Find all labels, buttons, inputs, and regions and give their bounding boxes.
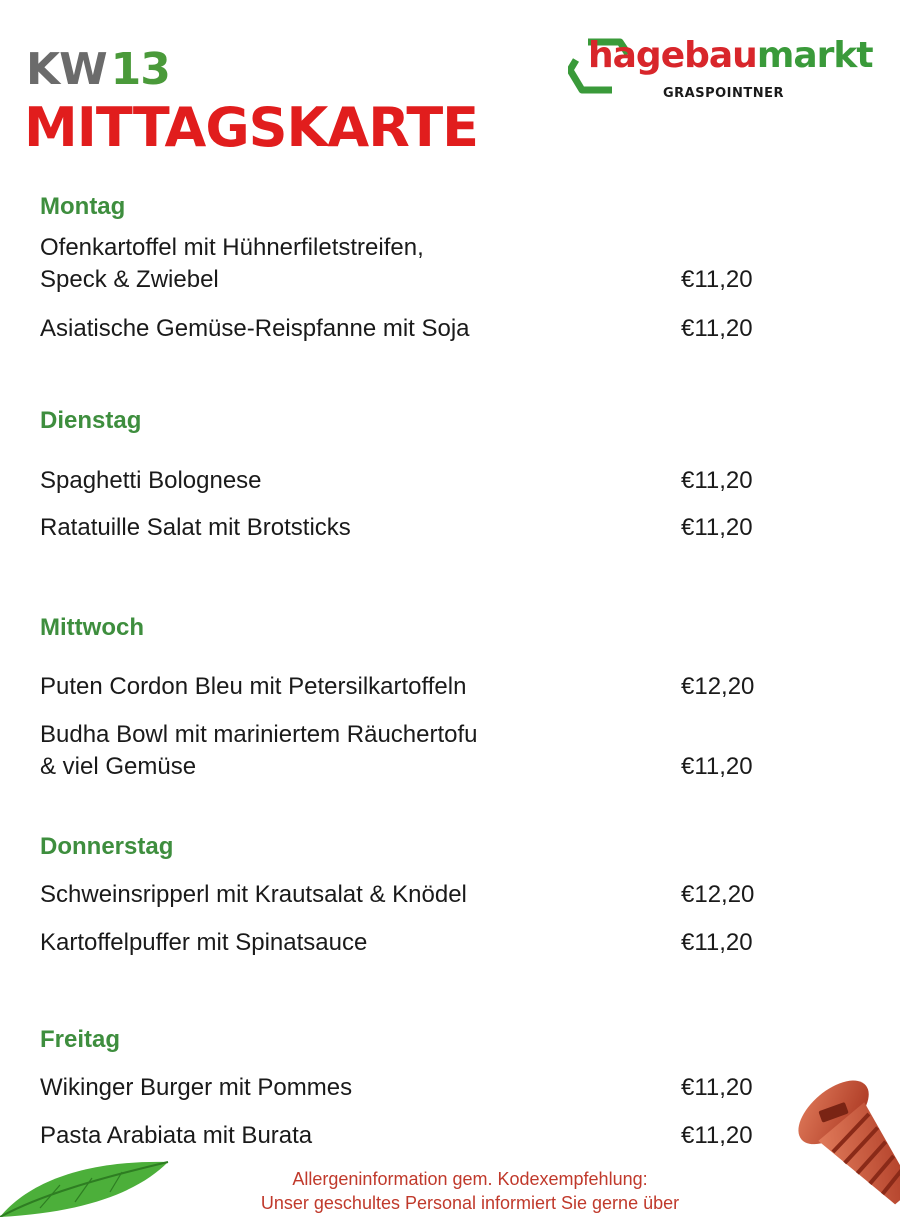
kw-text: KW <box>26 44 107 95</box>
dish-line: Pasta Arabiata mit Burata <box>40 1122 313 1149</box>
dish-dienstag-2 <box>40 512 640 544</box>
hagebaumarkt-logo <box>568 34 888 104</box>
dish-freitag-2 <box>40 1120 640 1152</box>
kw-number: 13 <box>110 44 170 95</box>
dish-line: Ratatuille Salat mit Brotsticks <box>40 514 351 541</box>
dish-mittwoch-2 <box>40 719 640 783</box>
price-montag-2: €11,20 <box>681 315 753 342</box>
dish-line: Schweinsripperl mit Krautsalat & Knödel <box>40 881 467 908</box>
price-dienstag-1: €11,20 <box>681 467 753 494</box>
allergen-info-line1: Allergeninformation gem. Kodexempfehlung: <box>292 1169 648 1189</box>
price-freitag-2: €11,20 <box>681 1122 753 1149</box>
dish-freitag-1 <box>40 1072 640 1104</box>
day-heading-mittwoch: Mittwoch <box>40 614 144 641</box>
dish-montag-2 <box>40 313 640 345</box>
price-donnerstag-1: €12,20 <box>681 881 755 908</box>
dish-line: Kartoffelpuffer mit Spinatsauce <box>40 929 368 956</box>
dish-dienstag-1 <box>40 465 640 497</box>
week-label <box>26 44 170 95</box>
logo-brand-part2: markt <box>756 35 873 76</box>
price-mittwoch-1: €12,20 <box>681 673 755 700</box>
dish-line: Puten Cordon Bleu mit Petersilkartoffeln <box>40 673 467 700</box>
logo-brand-part1: hagebau <box>588 35 757 76</box>
dish-line: Speck & Zwiebel <box>40 266 219 293</box>
price-montag-1: €11,20 <box>681 266 753 293</box>
dish-donnerstag-1 <box>40 879 640 911</box>
day-heading-donnerstag: Donnerstag <box>40 833 174 860</box>
dish-line: Budha Bowl mit mariniertem Räuchertofu <box>40 721 478 748</box>
dish-line: Asiatische Gemüse-Reispfanne mit Soja <box>40 315 470 342</box>
dish-montag-1 <box>40 232 640 296</box>
dish-mittwoch-1 <box>40 671 640 703</box>
logo-subtitle: GRASPOINTNER <box>663 86 785 101</box>
price-dienstag-2: €11,20 <box>681 514 753 541</box>
price-freitag-1: €11,20 <box>681 1074 753 1101</box>
allergen-info-line2: Unser geschultes Personal informiert Sie gerne über <box>260 1193 680 1213</box>
dish-line: Wikinger Burger mit Pommes <box>40 1074 353 1101</box>
logo-brand <box>588 35 873 76</box>
dish-donnerstag-2 <box>40 927 640 959</box>
day-heading-freitag: Freitag <box>40 1026 121 1053</box>
price-mittwoch-2: €11,20 <box>681 753 753 780</box>
day-heading-montag: Montag <box>40 193 126 220</box>
price-donnerstag-2: €11,20 <box>681 929 753 956</box>
dish-line: & viel Gemüse <box>40 753 197 780</box>
page-title: MITTAGSKARTE <box>24 96 479 159</box>
dish-line: Spaghetti Bolognese <box>40 467 262 494</box>
dish-line: Ofenkartoffel mit Hühnerfiletstreifen, <box>40 234 424 261</box>
day-heading-dienstag: Dienstag <box>40 407 142 434</box>
